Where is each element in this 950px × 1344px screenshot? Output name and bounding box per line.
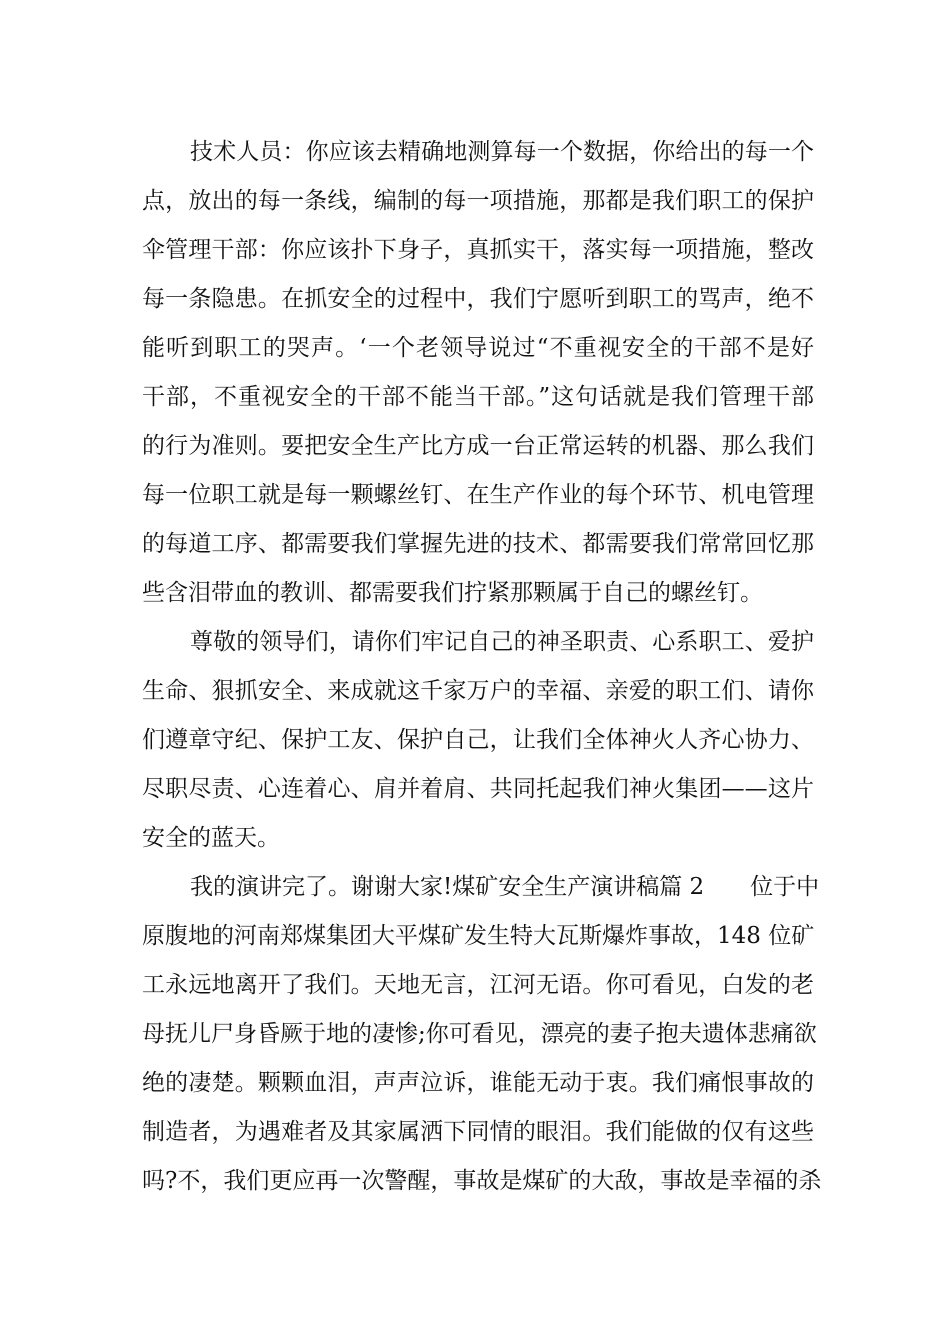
paragraph-1 <box>142 128 814 618</box>
paragraph-line: 的每道工序、都需要我们掌握先进的技术、都需要我们常常回忆那 <box>142 531 814 557</box>
paragraph-line: 生命、狠抓安全、来成就这千家万户的幸福、亲爱的职工们、请你 <box>142 678 814 704</box>
paragraph-line: 母抚儿尸身昏厥于地的凄惨;你可看见，漂亮的妻子抱夫遗体悲痛欲 <box>142 1021 817 1047</box>
paragraph-line: 制造者，为遇难者及其家属洒下同情的眼泪。我们能做的仅有这些 <box>142 1119 814 1145</box>
paragraph-line: 技术人员：你应该去精确地测算每一个数据，你给出的每一个 <box>190 139 814 165</box>
paragraph-line: 每一位职工就是每一颗螺丝钉、在生产作业的每个环节、机电管理 <box>142 482 814 508</box>
paragraph-line: 安全的蓝天。 <box>142 825 280 851</box>
paragraph-line: 绝的凄楚。颗颗血泪，声声泣诉，谁能无动于衷。我们痛恨事故的 <box>142 1070 814 1096</box>
paragraph-line: 尽职尽责、心连着心、肩并着肩、共同托起我们神火集团——这片 <box>142 776 814 802</box>
paragraph-line: 些含泪带血的教训、都需要我们拧紧那颗属于自己的螺丝钉。 <box>142 580 763 606</box>
paragraph-line: 干部，不重视安全的干部不能当干部。”这句话就是我们管理干部 <box>142 384 814 410</box>
paragraph-line: 能听到职工的哭声。‘一个老领导说过“不重视安全的干部不是好 <box>142 335 814 361</box>
paragraph-line: 点，放出的每一条线，编制的每一项措施，那都是我们职工的保护 <box>142 188 814 214</box>
paragraph-3 <box>142 863 822 1206</box>
paragraph-2 <box>142 618 814 863</box>
document-body <box>142 128 822 1206</box>
paragraph-line: 吗?不，我们更应再一次警醒，事故是煤矿的大敌，事故是幸福的杀 <box>142 1168 822 1194</box>
paragraph-line: 我的演讲完了。谢谢大家!煤矿安全生产演讲稿篇 2 位于中 <box>190 874 820 900</box>
paragraph-line: 伞管理干部：你应该扑下身子，真抓实干，落实每一项措施，整改 <box>142 237 814 263</box>
paragraph-line: 们遵章守纪、保护工友、保护自己，让我们全体神火人齐心协力、 <box>142 727 814 753</box>
paragraph-line: 工永远地离开了我们。天地无言，江河无语。你可看见，白发的老 <box>142 972 814 998</box>
paragraph-line: 原腹地的河南郑煤集团大平煤矿发生特大瓦斯爆炸事故，148 位矿 <box>142 923 815 949</box>
paragraph-line: 每一条隐患。在抓安全的过程中，我们宁愿听到职工的骂声，绝不 <box>142 286 814 312</box>
paragraph-line: 尊敬的领导们，请你们牢记自己的神圣职责、心系职工、爱护 <box>190 629 814 655</box>
paragraph-line: 的行为准则。要把安全生产比方成一台正常运转的机器、那么我们 <box>142 433 814 459</box>
